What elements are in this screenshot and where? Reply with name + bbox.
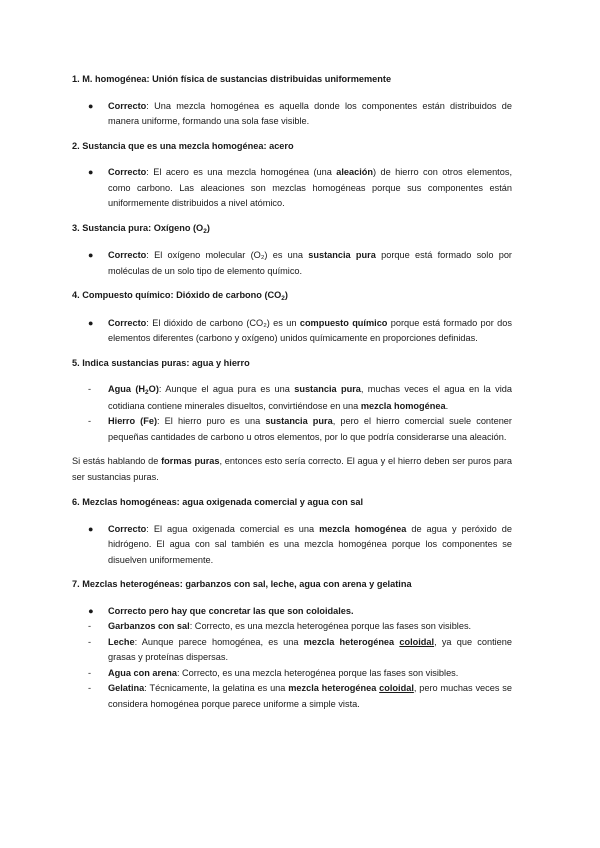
list-item: - Agua $(H_2O)$: Aunque el agua pura es una sustancia pura, muchas veces el agua en la vida cotidiana contiene minerales disueltos, convirtiéndose en una mezcla homogénea. bbox=[88, 384, 513, 411]
list-item: - Agua con arena: Correcto, es una mezcla heterogénea porque las fases son visibles. bbox=[72, 666, 512, 682]
bullet-dash-icon: - bbox=[88, 683, 92, 693]
list-item: - Gelatina: Técnicamente, la gelatina es una mezcla heterogénea coloidal, pero muchas veces se considera homogénea porque parece uniforme a simple vista. bbox=[88, 683, 512, 709]
section-6 bbox=[72, 495, 512, 568]
bullet-dot-icon: ● bbox=[88, 100, 94, 111]
section-2-list bbox=[72, 165, 512, 212]
section-3-heading: 3. Sustancia pura: Oxígeno $(O_2)$ bbox=[72, 222, 210, 235]
bullet-dot-icon: ● bbox=[88, 317, 94, 328]
bullet-dot-icon: ● bbox=[88, 167, 94, 177]
bullet-dot-icon: ● bbox=[88, 523, 94, 534]
section-5-list bbox=[72, 382, 512, 445]
bullet-dash-icon: - bbox=[88, 384, 92, 394]
section-2 bbox=[72, 139, 512, 212]
section-3-list bbox=[72, 248, 512, 279]
section-7 bbox=[72, 577, 512, 712]
bullet-dot-icon: ● bbox=[88, 605, 94, 616]
list-item: ● Correcto: El dióxido de carbono (CO₂) es un compuesto químico porque está formado por dos elementos diferentes (carbono y oxígeno) unidos químicamente en proporciones definidas. bbox=[88, 317, 512, 343]
list-item: ● Correcto: El agua oxigenada comercial es una mezcla homogénea de agua y peróxido de hidrógeno. El agua con sal también es una mezcla homogénea porque los componentes se disuelven uniformemente. bbox=[88, 523, 513, 565]
list-item: ● Correcto pero hay que concretar las que son coloidales. bbox=[72, 604, 512, 620]
section-6-list bbox=[72, 522, 512, 569]
list-item: - Leche: Aunque parece homogénea, es una mezcla heterogénea coloidal, ya que contiene grasas y proteínas dispersas. bbox=[88, 636, 512, 662]
section-4 bbox=[72, 288, 512, 347]
section-1-list bbox=[72, 99, 512, 130]
section-4-list bbox=[72, 316, 512, 347]
bullet-dash-icon: - bbox=[88, 621, 92, 631]
bullet-dot-icon: ● bbox=[88, 250, 94, 260]
section-7-heading: 7. Mezclas heterogéneas: garbanzos con sal, leche, agua con arena y gelatina bbox=[72, 579, 412, 589]
section-7-list bbox=[72, 604, 512, 713]
section-3 bbox=[72, 221, 512, 280]
list-item: ● Correcto: Una mezcla homogénea es aquella donde los componentes están distribuidos de manera uniforme, formando una sola fase visible. bbox=[88, 100, 512, 126]
section-2-heading: 2. Sustancia que es una mezcla homogénea: acero bbox=[72, 140, 294, 151]
section-5-heading: 5. Indica sustancias puras: agua y hierro bbox=[72, 357, 250, 368]
list-item: - Hierro (Fe): El hierro puro es una sustancia pura, pero el hierro comercial suele contener pequeñas cantidades de carbono u otros elementos, por lo que podría considerarse una aleación. bbox=[88, 416, 512, 442]
section-1 bbox=[72, 72, 512, 130]
section-5 bbox=[72, 356, 512, 486]
section-4-heading: 4. Compuesto químico: Dióxido de carbono $(CO_2)$ bbox=[72, 290, 288, 302]
bullet-dash-icon: - bbox=[88, 667, 92, 678]
list-item: ● Correcto: El acero es una mezcla homogénea (una aleación) de hierro con otros elementos, como carbono. Las aleaciones son mezclas homogéneas porque sus componentes están uniformemente distribuidos a nivel atómico. bbox=[88, 167, 512, 208]
bullet-dash-icon: - bbox=[88, 636, 92, 647]
section-5-note: Si estás hablando de formas puras, entonces esto sería correcto. El agua y el hierro deben ser puros para ser sustancias puras. bbox=[72, 456, 512, 482]
bullet-dash-icon: - bbox=[88, 416, 92, 426]
list-item: ● Correcto: El oxígeno molecular (O₂) es una sustancia pura porque está formado solo por moléculas de un solo tipo de elemento químico. bbox=[88, 250, 512, 276]
section-1-heading: 1. M. homogénea: Unión física de sustancias distribuidas uniformemente bbox=[72, 74, 392, 84]
list-item: - Garbanzos con sal: Correcto, es una mezcla heterogénea porque las fases son visibles. bbox=[72, 619, 512, 635]
section-6-heading: 6. Mezclas homogéneas: agua oxigenada comercial y agua con sal bbox=[72, 497, 364, 507]
